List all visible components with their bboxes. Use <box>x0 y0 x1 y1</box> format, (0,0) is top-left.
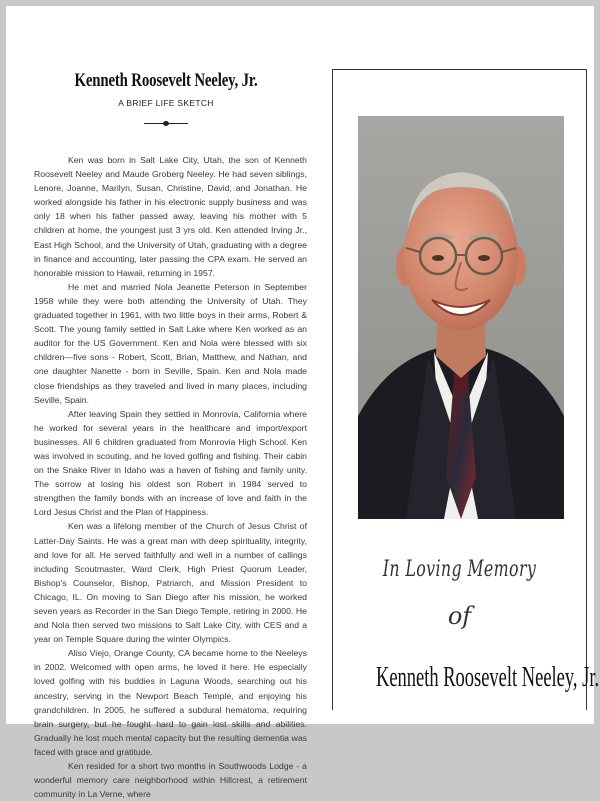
life-sketch-subtitle: A BRIEF LIFE SKETCH <box>118 98 214 108</box>
bio-paragraph: He met and married Nola Jeanette Peterson in September 1958 while they were both attending the University of Utah. They graduated together in 1961, with two little boys in their arms, Robert & Scott. The young family settled in Salt Lake where Ken worked as an auditor for the US Government. Ken and Nola were blessed with six children—five sons - Robert, Scott, Brian, Matthew, and Nathan, and one daughter Nanette - born in Seville, Spain. Ken and Nola made close friendships as they traveled and lived in many places, including Seville, Spain. <box>34 281 307 405</box>
bio-paragraph: Ken was a lifelong member of the Church of Jesus Christ of Latter-Day Saints. He was a great man with deep spirituality, integrity, and love for all. He served faithfully and well in a number of callings including Scoutmaster, Ward Clerk, High Priest Quorum Leader, Bishop's Counselor, Bishop, Patriarch, and Mission President to Chicago, IL. On moving to San Diego after his mission, he worked seven years as Recorder in the San Diego Temple, retiring in 2000. He and Nola then served two missions to Salt Lake City, with CES and a year on Temple Square during the winter Olympics. <box>34 521 307 645</box>
memorial-program-sheet <box>6 6 600 800</box>
divider-dot <box>163 121 169 126</box>
divider-ornament-icon <box>144 121 188 127</box>
portrait-illustration <box>358 116 564 519</box>
life-sketch-body <box>34 153 307 800</box>
memorial-cover-page <box>332 69 600 710</box>
memorial-of-text: of <box>447 602 472 630</box>
bio-paragraph: Ken resided for a short two months in Southwoods Lodge - a wonderful memory care neighborhood within Hillcrest, a retirement community in La Verne, where <box>34 761 307 800</box>
memorial-name: Kenneth Roosevelt Neeley, Jr. <box>376 662 600 693</box>
bio-paragraph: Aliso Viejo, Orange County, CA became home to the Neeleys in 2002. Welcomed with open arms, he loved it here. He especially loved golfing with his buddies in Laguna Woods, searching out his ancestry, serving in the Newport Beach Temple, and enjoying his grandchildren. In 2005, he suffered a subdural hematoma, requiring brain surgery, but he fought hard to gain lost skills and abilities. Gradually he lost much mental capacity but the resulting dementia was faced with grace and gratitude. <box>34 648 307 757</box>
life-sketch-page <box>6 6 326 800</box>
portrait-photo <box>358 116 564 519</box>
in-loving-memory-heading: In Loving Memory <box>382 557 537 582</box>
bio-paragraph: After leaving Spain they settled in Monrovia, California where he worked for several years in the healthcare and import/export businesses. All 6 children graduated from Monrovia High School. Ken was involved in scouting, and he loved golfing and fishing. Their cabin on the Snake River in Idaho was a haven of fishing and family unity. The sorrow at losing his oldest son Robert in 1984 served to strengthen the family bonds with an increase of love and faith in the Lord Jesus Christ and the Plan of Happiness. <box>34 408 307 518</box>
life-sketch-title: Kenneth Roosevelt Neeley, Jr. <box>74 70 258 91</box>
bio-paragraph: Ken was born in Salt Lake City, Utah, the son of Kenneth Roosevelt Neeley and Maude Groberg Neeley. He had seven siblings, Lenore, Joanne, Marilyn, Susan, Christine, David, and Jonathan. He worked alongside his father in his electronic supply business and was only 18 when his father passed away, leaving his mother with 5 children at home, the youngest just 3 yrs old. Ken attended Irving Jr., East High School, and the University of Utah, graduating with a degree in finance and accounting, later passing the CPA exam. He served an honorable mission to Hawaii, returning in 1957. <box>34 155 307 278</box>
